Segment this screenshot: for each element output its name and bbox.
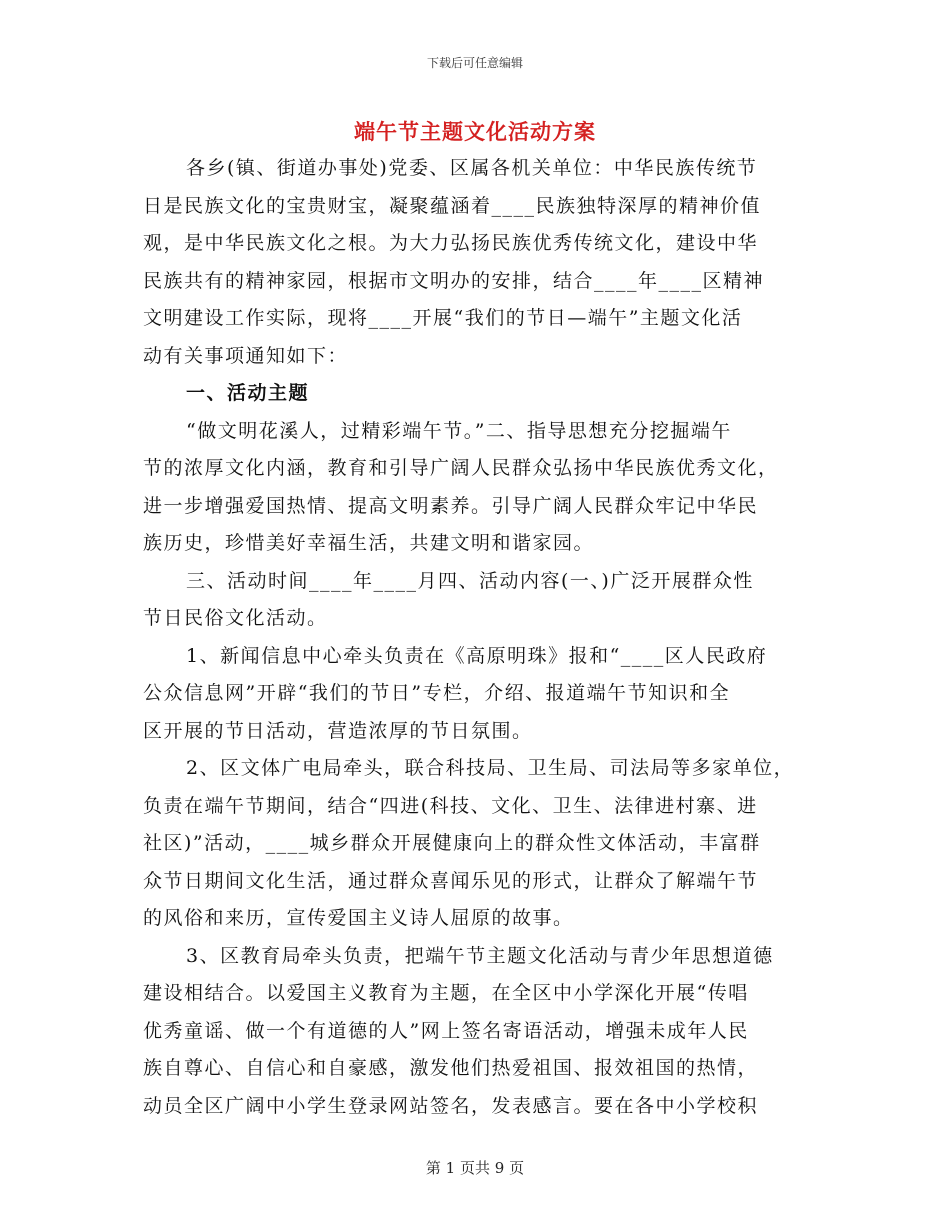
body-line: 三、活动时间____年____月四、活动内容(一、)广泛开展群众性 (186, 569, 754, 592)
body-line: 社区)”活动，____城乡群众开展健康向上的群众性文体活动，丰富群 (143, 832, 761, 854)
body-line: 观，是中华民族文化之根。为大力弘扬民族优秀传统文化，建设中华 (143, 232, 759, 254)
page-footer: 第 1 页共 9 页 (425, 1159, 525, 1177)
body-line: 公众信息网”开辟“我们的节日”专栏，介绍、报道端午节知识和全 (143, 682, 731, 704)
body-line: 动员全区广阔中小学生登录网站签名，发表感言。要在各中小学校积 (143, 1094, 759, 1117)
document-body (143, 150, 815, 1125)
body-line: 建设相结合。以爱国主义教育为主题，在全区中小学深化开展“传唱 (143, 982, 749, 1004)
body-line: 众节日期间文化生活，通过群众喜闻乐见的形式，让群众了解端午节 (143, 869, 759, 892)
page-header-note: 下载后可任意编辑 (426, 56, 523, 70)
body-line: 进一步增强爱国热情、提高文明素养。引导广阔人民群众牢记中华民 (143, 494, 759, 517)
body-line: 1、新闻信息中心牵头负责在《高原明珠》报和“____区人民政府 (186, 644, 768, 667)
body-line: “做文明花溪人，过精彩端午节。”二、指导思想充分挖掘端午 (186, 419, 732, 442)
body-line: 族历史，珍惜美好幸福生活，共建文明和谐家园。 (143, 532, 595, 554)
body-line: 区开展的节日活动，营造浓厚的节日氛围。 (143, 719, 533, 742)
section-heading: 一、活动主题 (186, 382, 310, 404)
body-line: 民族共有的精神家园，根据市文明办的安排，结合____年____区精神 (143, 269, 765, 292)
body-line: 3、区教育局牵头负责，把端午节主题文化活动与青少年思想道德 (186, 944, 774, 967)
body-line: 文明建设工作实际，现将____开展“我们的节日—端午”主题文化活 (143, 307, 743, 329)
document-title: 端午节主题文化活动方案 (354, 119, 596, 144)
body-line: 各乡(镇、街道办事处)党委、区属各机关单位：中华民族传统节 (186, 157, 758, 179)
body-line: 负责在端午节期间，结合“四进(科技、文化、卫生、法律进村寨、进 (143, 794, 758, 817)
body-line: 日是民族文化的宝贵财宝，凝聚蕴涵着____民族独特深厚的精神价值 (143, 194, 762, 217)
body-line: 动有关事项通知如下： (143, 344, 349, 367)
body-line: 优秀童谣、做一个有道德的人”网上签名寄语活动，增强未成年人民 (143, 1019, 749, 1042)
body-line: 节的浓厚文化内涵，教育和引导广阔人民群众弘扬中华民族优秀文化， (143, 457, 779, 479)
body-line: 节日民俗文化活动。 (143, 607, 328, 629)
body-line: 2、区文体广电局牵头，联合科技局、卫生局、司法局等多家单位， (186, 757, 795, 779)
body-line: 族自尊心、自信心和自豪感，激发他们热爱祖国、报效祖国的热情， (143, 1057, 759, 1079)
body-line: 的风俗和来历，宣传爱国主义诗人屈原的故事。 (143, 907, 574, 929)
